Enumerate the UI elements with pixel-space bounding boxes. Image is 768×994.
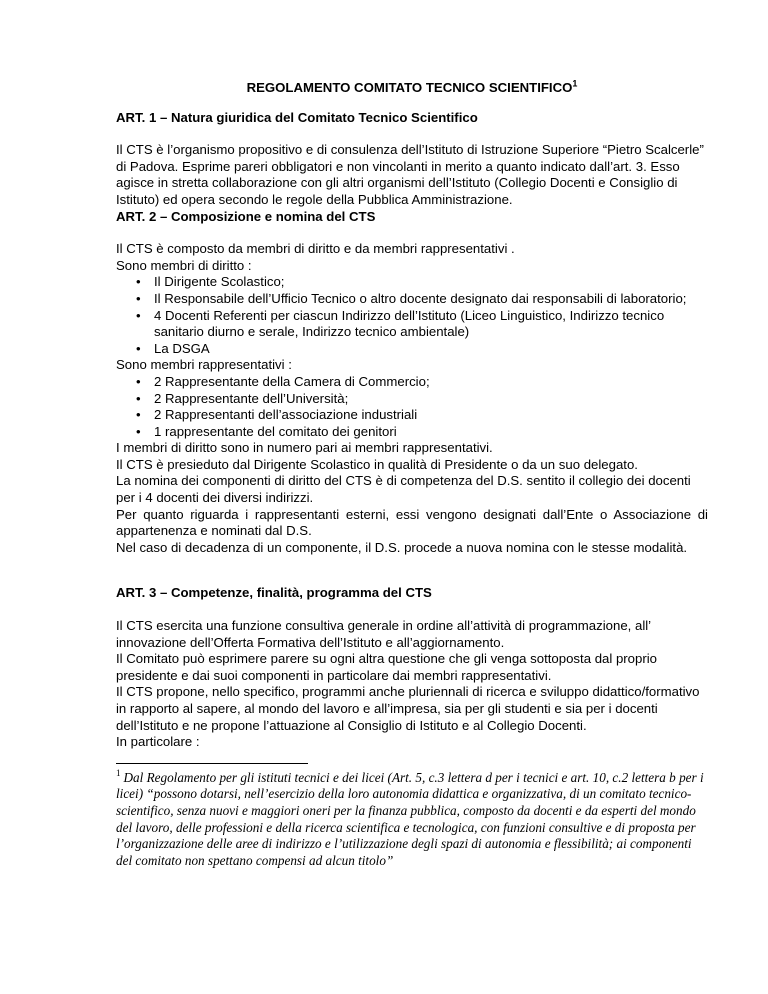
footnote-text: Dal Regolamento per gli istituti tecnici e dei licei (Art. 5, c.3 lettera d per i tecnici e art. 10, c.2 lettera b per i licei) “possono dotarsi, nell’esercizio della loro autonomia didattica e organizzativa, di un comitato tecnico-scientifico, senza nuovi e maggiori oneri per la finanza pubblica, composto da docenti e da esperti del mondo del lavoro, delle professioni e della ricerca scientifica e tecnologica, con funzioni consultive e di proposta per l’organizzazione delle aree di indirizzo e l’utilizzazione degli spazi di autonomia e flessibilità; ai componenti del comitato non spettano compensi ad alcun titolo”	[116, 769, 704, 868]
art2-line2: Il CTS è presieduto dal Dirigente Scolastico in qualità di Presidente o da un suo delegato.	[116, 456, 638, 472]
bullet-icon: •	[136, 373, 141, 389]
diritto-list	[116, 274, 708, 357]
art1-heading: ART. 1 – Natura giuridica del Comitato Tecnico Scientifico	[116, 109, 478, 125]
art3-p4: In particolare :	[116, 734, 200, 750]
list-item: • 2 Rappresentante della Camera di Commercio;	[136, 373, 430, 389]
document-title: REGOLAMENTO COMITATO TECNICO SCIENTIFICO$^1$	[246, 78, 578, 95]
art2-line3: La nomina dei componenti di diritto del CTS è di competenza del D.S. sentito il collegio dei docenti per i 4 docenti dei diversi indirizzi.	[116, 473, 691, 506]
bullet-icon: •	[136, 274, 141, 290]
art3-p2: Il Comitato può esprimere parere su ogni altra questione che gli venga sottoposta dal proprio presidente e dai suoi componenti in particolare dai membri rappresentativi.	[116, 651, 658, 683]
rappresentativi-list	[116, 374, 708, 440]
bullet-icon: •	[136, 307, 141, 323]
art2-heading: ART. 2 – Composizione e nomina del CTS	[116, 208, 376, 224]
art2-line1: I membri di diritto sono in numero pari ai membri rappresentativi.	[116, 440, 493, 456]
list-item: • 4 Docenti Referenti per ciascun Indirizzo dell’Istituto (Liceo Linguistico, Indirizzo tecnico sanitario diurno e serale, Indirizzo tecnico ambientale)	[136, 307, 665, 340]
art2-diritto-label: Sono membri di diritto :	[116, 257, 252, 273]
art2-line4: Per quanto riguarda i rappresentanti esterni, essi vengono designati dall’Ente o Associazione di appartenenza e nominati dal D.S.	[116, 506, 708, 539]
list-item: • 2 Rappresentante dell’Università;	[136, 390, 349, 406]
art2-rappr-label: Sono membri rappresentativi :	[116, 357, 292, 373]
list-item: • 1 rappresentante del comitato dei genitori	[136, 423, 397, 439]
bullet-icon: •	[136, 407, 141, 423]
title-footnote-mark: 1	[572, 78, 578, 89]
art3-p3: Il CTS propone, nello specifico, programmi anche pluriennali di ricerca e sviluppo didattico/formativo in rapporto al sapere, al mondo del lavoro e all’impresa, sia per gli studenti e sia per i docenti dell’Istituto e ne propone l’attuazione al Consiglio di Istituto e al Collegio Docenti.	[116, 684, 700, 733]
bullet-icon: •	[136, 390, 141, 406]
bullet-icon: •	[136, 290, 141, 306]
art1-paragraph: Il CTS è l’organismo propositivo e di consulenza dell’Istituto di Istruzione Superiore “Pietro Scalcerle” di Padova. Esprime pareri obbligatori e non vincolanti in merito a quanto indicato dall’art. 3. Esso agisce in stretta collaborazione con gli altri organismi dell’Istituto (Collegio Docenti e Consiglio di Istituto) ed opera secondo le regole della Pubblica Amministrazione.	[116, 142, 704, 207]
bullet-icon: •	[136, 423, 141, 439]
art3-p1: Il CTS esercita una funzione consultiva generale in ordine all’attività di programmazione, all’ innovazione dell’Offerta Formativa dell’Istituto e all’aggiornamento.	[116, 618, 651, 650]
list-item: • Il Dirigente Scolastico;	[136, 274, 285, 290]
art2-line5: Nel caso di decadenza di un componente, il D.S. procede a nuova nomina con le stesse modalità.	[116, 539, 688, 555]
document-page	[116, 80, 708, 869]
footnote-separator	[116, 763, 308, 764]
bullet-icon: •	[136, 340, 141, 356]
footnote-mark: 1	[116, 768, 121, 779]
list-item: • 2 Rappresentanti dell’associazione industriali	[136, 407, 418, 423]
footnote	[116, 770, 708, 870]
list-item: • La DSGA	[136, 340, 210, 356]
list-item: • Il Responsabile dell’Ufficio Tecnico o altro docente designato dai responsabili di laboratorio;	[136, 290, 687, 306]
art2-intro: Il CTS è composto da membri di diritto e da membri rappresentativi .	[116, 241, 515, 257]
art3-heading: ART. 3 – Competenze, finalità, programma del CTS	[116, 585, 432, 601]
